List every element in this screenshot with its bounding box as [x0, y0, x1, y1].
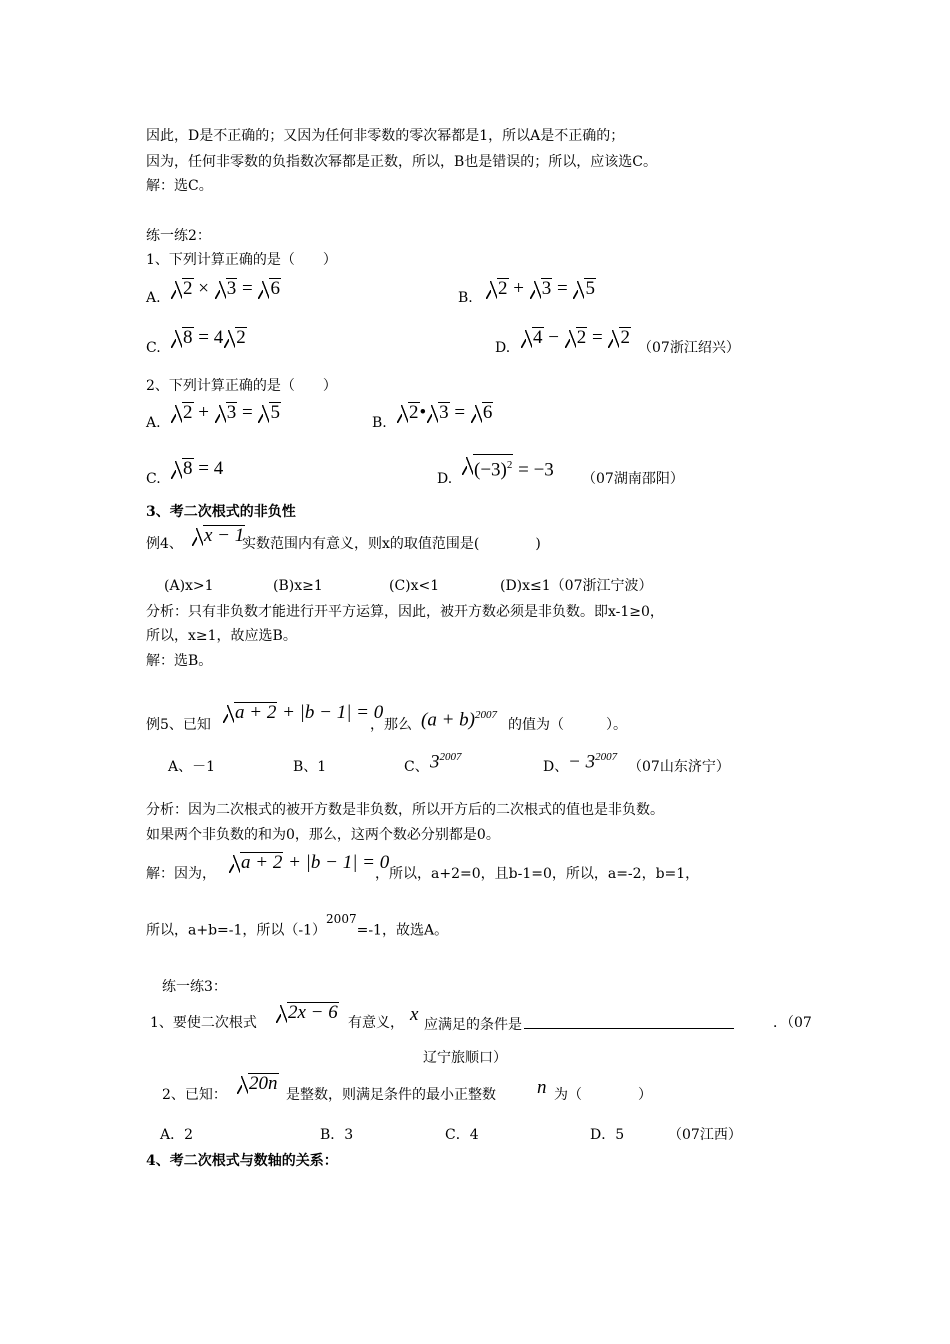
option-b-label: B. [458, 290, 473, 306]
solution-line: 解：选C。 [146, 178, 213, 194]
option-a: A、－1 [168, 759, 216, 775]
question-3-2: 2、已知： [162, 1087, 227, 1103]
option-b: B、1 [293, 759, 327, 775]
option-d-label: D. [495, 340, 511, 356]
analysis-line: 分析：因为二次根式的被开方数是非负数，所以开方后的二次根式的值也是非负数。 [146, 802, 664, 818]
solution-text [146, 912, 449, 940]
source-note: 辽宁旅顺口） [423, 1050, 507, 1066]
question-2-1: 1、下列计算正确的是（ ） [146, 252, 337, 268]
option-a-label: A. [146, 290, 161, 306]
source-note: （07浙江绍兴） [638, 340, 740, 356]
formula-sqrt2-plus-sqrt3: 2 + 3 = 5 [170, 402, 281, 424]
option-d: D．5 [590, 1127, 625, 1143]
option-a: (A)x>1 [164, 578, 214, 594]
option-c-label: C、 [404, 759, 429, 775]
question-text-part: 应满足的条件是 [424, 1017, 522, 1033]
text-line-1: 因此，D是不正确的；又因为任何非零数的零次幂都是1，所以A是不正确的； [146, 128, 625, 144]
formula-sqrt2-plus-sqrt3: 2 + 3 = 5 [485, 278, 596, 300]
formula-a-plus-b-power: $(a + b)^{2007}$ [421, 709, 497, 731]
source-note: （07山东济宁） [628, 759, 730, 775]
formula-sqrt-20n: 20n [236, 1073, 279, 1095]
option-d: (D)x≤1（07浙江宁波） [500, 578, 653, 594]
formula-3-power-2007: $3^{2007}$ [430, 751, 462, 773]
example-5-text: 的值为（ ）。 [508, 717, 627, 733]
option-c: (C)x<1 [389, 578, 440, 594]
formula-sqrt4-minus-sqrt2: 4 − 2 = 2 [520, 327, 631, 349]
option-d-label: D、 [543, 759, 569, 775]
variable-n: n [537, 1077, 547, 1098]
option-b: (B)x≥1 [273, 578, 323, 594]
option-c-label: C. [146, 471, 161, 487]
question-text: 是整数，则满足条件的最小正整数 [286, 1087, 496, 1103]
option-a: A．2 [160, 1127, 194, 1143]
solution-line: 解：选B。 [146, 653, 213, 669]
formula-sqrt-neg3-squared: $(-3)^2 = -3$ [461, 454, 554, 481]
formula-neg3-power-2007: − $3^{2007}$ [568, 751, 618, 773]
example-4-text: 实数范围内有意义，则x的取值范围是( ) [242, 536, 541, 552]
example-5-text: ，那么 [370, 717, 412, 733]
exponent: 2007 [326, 912, 357, 926]
analysis-line: 如果两个非负数的和为0，那么，这两个数必分别都是0。 [146, 827, 500, 843]
formula-sqrt8-eq-4: 8 = 4 [170, 458, 223, 480]
solution-text-part: 所以，a+b=-1，所以（-1） [146, 922, 327, 939]
analysis-line: 分析：只有非负数才能进行开平方运算，因此，被开方数必须是非负数。即x-1≥0， [146, 604, 664, 620]
question-text [424, 1014, 736, 1034]
source-note: （07湖南邵阳） [582, 471, 684, 487]
solution-text-part: =-1，故选A。 [356, 922, 449, 939]
formula-sqrt2-dot-sqrt3: 2• 3 = 6 [396, 402, 493, 424]
question-text: ．（07 [773, 1015, 812, 1031]
formula-sqrt-a-plus-2-abs: a + 2 + |b − 1| = 0 [228, 852, 389, 874]
option-d-label: D. [437, 471, 453, 487]
example-5-label: 例5、已知 [146, 717, 211, 733]
analysis-line: 所以，x≥1，故应选B。 [146, 628, 297, 644]
practice-2-title: 练一练2： [146, 228, 211, 244]
question-2-2: 2、下列计算正确的是（ ） [146, 378, 337, 394]
solution-text: ，所以，a+2=0，且b-1=0，所以，a=-2，b=1， [375, 866, 700, 882]
formula-sqrt-2x-minus-6: 2x − 6 [275, 1002, 339, 1024]
text-line-2: 因为，任何非零数的负指数次幂都是正数，所以，B也是错误的；所以，应该选C。 [146, 154, 657, 170]
variable-x: x [410, 1004, 419, 1025]
answer-blank[interactable] [524, 1014, 734, 1029]
question-3-1 [150, 1014, 257, 1032]
option-b: B．3 [320, 1127, 354, 1143]
option-a-label: A. [146, 415, 161, 431]
solution-label: 解：因为， [146, 866, 216, 882]
question-text: 1、要使二次根式 [150, 1015, 257, 1031]
practice-3-title: 练一练3： [162, 979, 227, 995]
option-c: C．4 [445, 1127, 479, 1143]
question-text: 有意义， [348, 1015, 404, 1031]
formula-sqrt8-eq-4sqrt2: 8 = 4 2 [170, 327, 247, 349]
example-4-label: 例4、 [146, 536, 183, 552]
formula-sqrt2-times-sqrt3: 2 × 3 = 6 [170, 278, 281, 300]
section-heading: 4、考二次根式与数轴的关系： [146, 1153, 338, 1169]
section-heading: 3、考二次根式的非负性 [146, 504, 296, 520]
option-b-label: B. [372, 415, 387, 431]
formula-sqrt-a-plus-2-abs: a + 2 + |b − 1| = 0 [222, 702, 383, 724]
source-note: （07江西） [668, 1127, 742, 1143]
formula-sqrt-x-minus-1: x − 1 [191, 525, 245, 547]
option-c-label: C. [146, 340, 161, 356]
question-text: 为（ ） [554, 1087, 652, 1103]
